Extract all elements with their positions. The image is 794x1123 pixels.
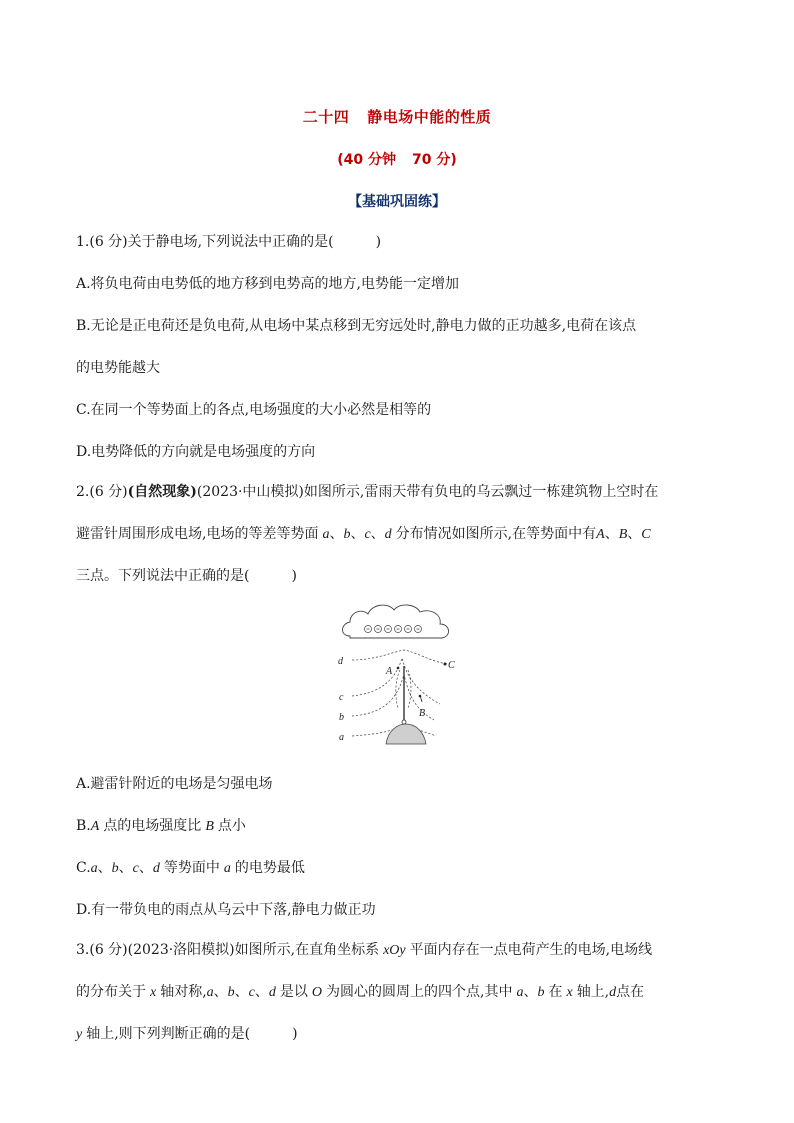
var-A-2: A	[90, 819, 100, 834]
var-x-2: x	[566, 985, 573, 1000]
q2-option-c-prefix: C.	[76, 860, 91, 876]
q3-line1-text-b: 平面内存在一点电荷产生的电场,电场线	[409, 942, 653, 958]
q2-option-d: D.有一带负电的雨点从乌云中下落,静电力做正功	[76, 902, 376, 918]
q3-close-paren: )	[292, 1026, 298, 1042]
var-c-4: c	[248, 985, 255, 1000]
q2-option-c-end: 的电势最低	[234, 860, 305, 876]
section-heading: 【基础巩固练】	[348, 194, 446, 210]
q2-option-b-prefix: B.	[76, 818, 91, 834]
q1-option-c: C.在同一个等势面上的各点,电场强度的大小必然是相等的	[76, 402, 432, 418]
label-d: d	[338, 656, 343, 667]
q1-close-paren: )	[375, 234, 382, 250]
point-A	[397, 667, 400, 670]
building-dome	[386, 724, 426, 744]
q2-line2: 避雷针周围形成电场,电场的等差等势面 a、b、c、d 分布情况如图所示,在等势面中有A、B、C	[76, 526, 651, 542]
q1-option-b-line1: B.无论是正电荷还是负电荷,从电场中某点移到无穷远处时,静电力做的正功越多,电荷在该点	[76, 318, 637, 334]
var-a: a	[322, 527, 330, 542]
q3-line2-text-d: 为圆心的圆周上的四个点,其中	[326, 984, 513, 1000]
negative-charges	[365, 626, 422, 633]
q2-line1	[76, 482, 658, 502]
equipotential-d	[352, 650, 448, 664]
var-a-4: a	[206, 985, 214, 1000]
label-c: c	[339, 692, 344, 703]
q3-line2: 的分布关于 x 轴对称,a、b、c、d 是以 O 为圆心的圆周上的四个点,其中 a、b 在 x 轴上,d点在	[76, 984, 645, 1000]
var-a-2: a	[90, 861, 98, 876]
label-a: a	[339, 732, 344, 743]
q3-line2-text-b: 轴对称,	[160, 984, 207, 1000]
page-title	[0, 106, 794, 127]
q3-line2-text-g: 点在	[616, 984, 645, 1000]
q2-option-c-text: 等势面中	[163, 860, 220, 876]
q3-line2-text-f: 轴上,	[576, 984, 610, 1000]
var-x: x	[150, 985, 157, 1000]
var-xOy: xOy	[383, 943, 406, 958]
q2-close-paren: )	[291, 568, 297, 584]
q2-line2-text: 避雷针周围形成电场,电场的等差等势面	[76, 526, 319, 542]
total-score: 70 分)	[412, 152, 457, 168]
point-B	[419, 695, 422, 698]
label-b: b	[339, 712, 344, 723]
point-C	[444, 663, 447, 666]
q2-line1-text: (2023·中山模拟)如图所示,雷雨天带有负电的乌云飘过一栋建筑物上空时在	[196, 484, 659, 500]
label-C: C	[448, 660, 455, 671]
q2-line3-text: 三点。下列说法中正确的是(	[76, 568, 250, 584]
q1-stem	[76, 232, 381, 252]
var-c-2: c	[132, 861, 139, 876]
var-c: c	[364, 527, 371, 542]
q3-line2-text-e: 在	[548, 984, 563, 1000]
var-B-2: B	[205, 819, 214, 834]
var-B: B	[618, 527, 628, 542]
q3-line1	[76, 940, 652, 961]
q2-option-c: C.a、b、c、d 等势面中 a 的电势最低	[76, 860, 305, 876]
q2-number: 2.(6 分)	[76, 484, 128, 500]
var-O: O	[311, 985, 323, 1000]
var-d-4: d	[268, 985, 276, 1000]
q2-option-b-text: 点的电场强度比	[103, 818, 202, 834]
q2-option-b	[76, 816, 246, 837]
var-d-2: d	[152, 861, 160, 876]
q2-option-b-end: 点小	[217, 818, 246, 834]
var-b-5: b	[537, 985, 545, 1000]
lightning-rod-figure	[336, 598, 460, 746]
var-b: b	[343, 527, 351, 542]
q2-tag: (自然现象)	[127, 484, 197, 500]
q3-line3-text: 轴上,则下列判断正确的是(	[86, 1026, 251, 1042]
q3-line3	[76, 1024, 298, 1045]
q1-stem-text: 1.(6 分)关于静电场,下列说法中正确的是(	[76, 234, 334, 250]
q2-option-a: A.避雷针附近的电场是匀强电场	[76, 776, 273, 792]
q2-line3	[76, 566, 297, 586]
label-B: B	[419, 708, 426, 719]
var-b-2: b	[111, 861, 119, 876]
var-d-5: d	[609, 985, 617, 1000]
label-A: A	[386, 666, 393, 677]
var-a-3: a	[223, 861, 231, 876]
q2-line2-text-b: 分布情况如图所示,在等势面中有	[395, 526, 597, 542]
time-score-line	[0, 149, 794, 169]
q3-line2-text-c: 是以	[279, 984, 308, 1000]
q3-line2-text: 的分布关于	[76, 984, 146, 1000]
cloud-shape	[343, 605, 449, 638]
var-C: C	[641, 527, 651, 542]
var-y: y	[76, 1027, 83, 1042]
var-A: A	[596, 527, 605, 542]
var-b-4: b	[227, 985, 235, 1000]
q1-option-d: D.电势降低的方向就是电场强度的方向	[76, 444, 316, 460]
equipotential-c	[352, 658, 440, 704]
var-a-5: a	[516, 985, 524, 1000]
title-number: 二十四	[302, 108, 350, 126]
q1-option-a: A.将负电荷由电势低的地方移到电势高的地方,电势能一定增加	[76, 276, 460, 292]
q1-option-b-line2: 的电势能越大	[76, 360, 160, 376]
title-text: 静电场中能的性质	[367, 108, 492, 126]
var-d: d	[384, 527, 392, 542]
time-limit: (40 分钟	[337, 152, 396, 168]
q3-line1-text: 3.(6 分)(2023·洛阳模拟)如图所示,在直角坐标系	[76, 942, 380, 958]
